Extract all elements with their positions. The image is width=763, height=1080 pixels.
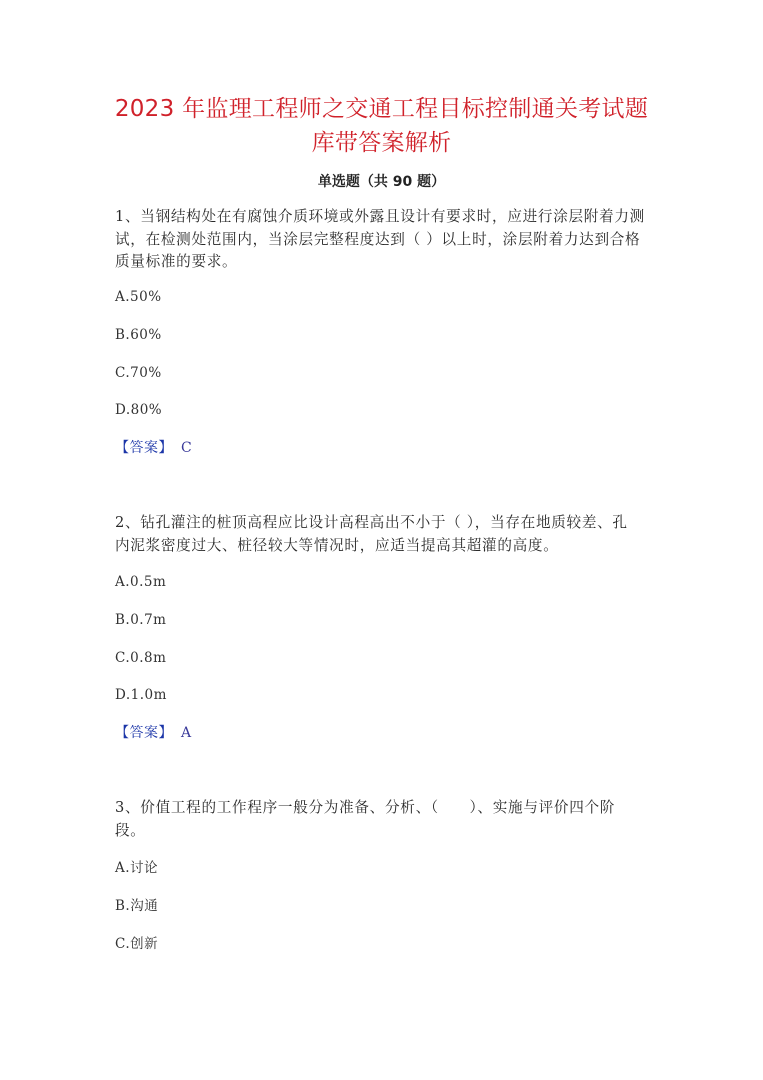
option-b: B.60%	[115, 327, 162, 343]
option-a: A.0.5m	[115, 574, 167, 590]
stem-line: 1、当钢结构处在有腐蚀介质环境或外露且设计有要求时，应进行涂层附着力测	[115, 208, 645, 225]
answer-label: 【答案】	[115, 725, 173, 741]
question-2	[115, 512, 650, 741]
option-b: B.沟通	[115, 898, 159, 914]
stem-line: 段。	[115, 821, 146, 839]
option-c: C.70%	[115, 365, 162, 381]
title-line-2: 库带答案解析	[311, 130, 452, 156]
document-title	[100, 92, 663, 160]
option-d: D.1.0m	[115, 687, 167, 703]
answer-value: C	[181, 440, 192, 456]
question-stem	[115, 512, 650, 557]
option-c: C.0.8m	[115, 650, 167, 666]
question-1	[115, 206, 650, 456]
question-stem	[115, 206, 650, 274]
title-line-1: 2023 年监理工程师之交通工程目标控制通关考试题	[114, 96, 649, 122]
stem-line: 内泥浆密度过大、桩径较大等情况时，应适当提高其超灌的高度。	[115, 536, 559, 554]
answer	[115, 439, 192, 457]
stem-line: 2、钻孔灌注的桩顶高程应比设计高程高出不小于（ ），当存在地质较差、孔	[115, 514, 628, 531]
option-a: A.讨论	[115, 860, 159, 876]
question-stem	[115, 797, 650, 842]
option-b: B.0.7m	[115, 612, 167, 628]
section-heading: 单选题（共 90 题）	[317, 174, 446, 190]
option-d: D.80%	[115, 402, 163, 418]
stem-line: 3、价值工程的工作程序一般分为准备、分析、（ ）、实施与评价四个阶	[115, 799, 616, 816]
answer	[115, 724, 191, 742]
option-c: C.创新	[115, 936, 159, 952]
stem-line: 质量标准的要求。	[115, 253, 238, 270]
stem-line: 试，在检测处范围内，当涂层完整程度达到（ ）以上时，涂层附着力达到合格	[115, 230, 641, 248]
option-a: A.50%	[115, 289, 162, 305]
question-3	[115, 797, 650, 952]
answer-value: A	[181, 725, 192, 741]
answer-label: 【答案】	[115, 440, 173, 456]
